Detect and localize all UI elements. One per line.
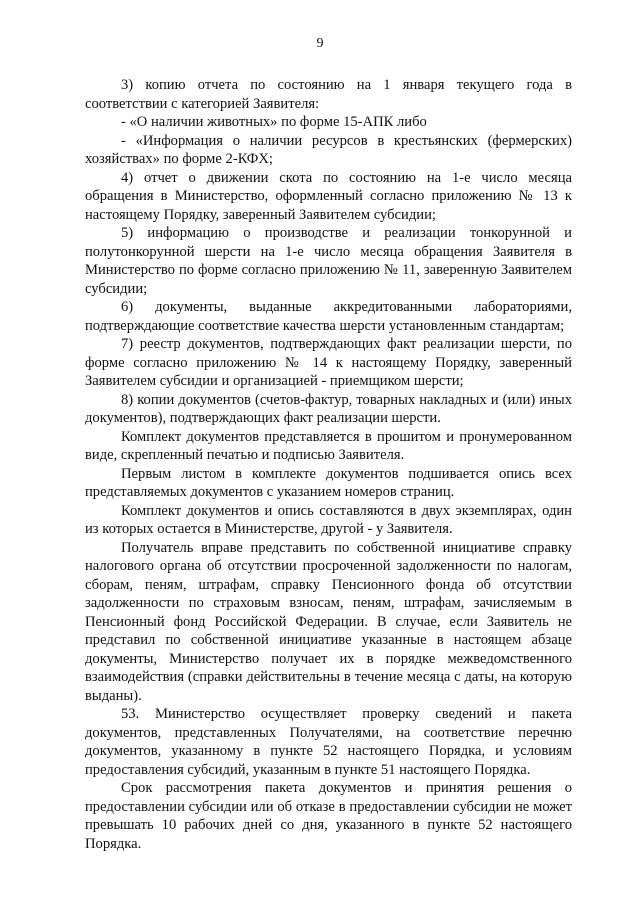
paragraph-binding: Комплект документов представляется в прошитом и пронумерованном виде, скрепленный печатью и подписью Заявителя. (85, 428, 572, 463)
paragraph-tax-certificate: Получатель вправе представить по собственной инициативе справку налогового органа об отсутствии просроченной задолженности по налогам, сборам, пеням, штрафам, справку Пенсионного фонда об отсутствии задолженности по страховым взносам, пеням, штрафам, зачисляемым в Пенсионный фонд Российской Федерации. В случае, если Заявитель не представил по собственной инициативе указанные в настоящем абзаце документы, Министерство получает их в порядке межведомственного взаимодействия (справки действительны в течение месяца с даты, на которую выданы). (85, 539, 572, 704)
paragraph-section-53: 53. Министерство осуществляет проверку сведений и пакета документов, представленных Получателями, на соответствие перечню документов, указанному в пункте 52 настоящего Порядка, и условиям предоставления субсидий, указанным в пункте 51 настоящего Порядка. (85, 706, 572, 778)
paragraph-form-15-apk: - «О наличии животных» по форме 15-АПК либо (121, 114, 427, 130)
paragraph-form-2-kfh: - «Информация о наличии ресурсов в крестьянских (фермерских) хозяйствах» по форме 2-КФХ; (85, 132, 572, 167)
document-body (85, 76, 572, 853)
page-number: 9 (316, 36, 324, 51)
paragraph-inventory: Первым листом в комплекте документов подшивается опись всех представляемых документов с указанием номеров страниц. (85, 465, 572, 500)
paragraph-item-5: 5) информацию о производстве и реализации тонкорунной и полутонкорунной шерсти на 1-е число месяца обращения Заявителя в Министерство по форме согласно приложению № 11, заверенную Заявителем субсидии; (85, 225, 572, 297)
paragraph-item-7: 7) реестр документов, подтверждающих факт реализации шерсти, по форме согласно приложению № 14 к настоящему Порядку, заверенный Заявителем субсидии и организацией - приемщиком шерсти; (85, 336, 572, 389)
paragraph-item-6: 6) документы, выданные аккредитованными лабораториями, подтверждающие соответствие качества шерсти установленным стандартам; (85, 299, 572, 334)
paragraph-item-4: 4) отчет о движении скота по состоянию на 1-е число месяца обращения в Министерство, оформленный согласно приложению № 13 к настоящему Порядку, заверенный Заявителем субсидии; (85, 169, 572, 223)
paragraph-item-3: 3) копию отчета по состоянию на 1 января текущего года в соответствии с категорией Заявителя: (85, 77, 572, 112)
paragraph-copies: Комплект документов и опись составляются в двух экземплярах, один из которых остается в Министерстве, другой - у Заявителя. (85, 502, 572, 537)
paragraph-item-8: 8) копии документов (счетов-фактур, товарных накладных и (или) иных документов), подтверждающих факт реализации шерсти. (85, 391, 572, 426)
paragraph-review-period: Срок рассмотрения пакета документов и принятия решения о предоставлении субсидии или об отказе в предоставлении субсидии не может превышать 10 рабочих дней со дня, указанного в пункте 52 настоящего Порядка. (85, 780, 572, 852)
